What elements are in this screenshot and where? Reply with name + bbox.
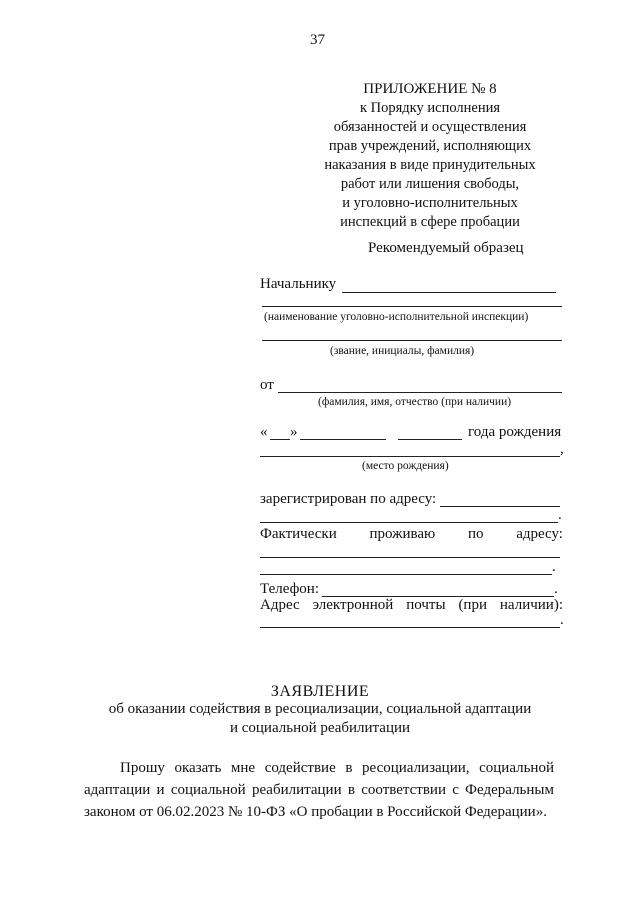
appendix-line: прав учреждений, исполняющих [328, 138, 532, 154]
birth-year-line[interactable] [398, 439, 462, 440]
to-label: Начальнику [260, 276, 337, 292]
appendix-title: ПРИЛОЖЕНИЕ № 8 [363, 81, 497, 97]
appendix-line: работ или лишения свободы, [340, 176, 520, 192]
actual-address-line[interactable] [260, 557, 560, 558]
statement-subtitle: и социальной реабилитации [229, 720, 411, 736]
date-open-quote: « [260, 424, 268, 440]
statement-subtitle: об оказании содействия в ресоциализации, социальной адаптации [108, 701, 532, 717]
appendix-header [300, 80, 560, 232]
email-word: наличии): [499, 597, 563, 613]
registered-label: зарегистрирован по адресу: [260, 491, 437, 507]
rank-line[interactable] [262, 340, 562, 341]
registered-line[interactable] [440, 506, 560, 507]
appendix-line: и уголовно-исполнительных [342, 195, 518, 211]
phone-label: Телефон: [260, 581, 319, 597]
appendix-line: наказания в виде принудительных [324, 157, 536, 173]
appendix-line: к Порядку исполнения [359, 100, 501, 116]
email-dot: . [560, 612, 564, 628]
email-line[interactable] [260, 627, 560, 628]
birthplace-line[interactable] [260, 456, 560, 457]
fio-caption: (фамилия, имя, отчество (при наличии) [318, 396, 512, 408]
email-word: (при [458, 597, 487, 613]
birthplace-caption: (место рождения) [362, 460, 449, 472]
rank-caption: (звание, инициалы, фамилия) [330, 345, 475, 357]
inspection-caption: (наименование уголовно-исполнительной инспекции) [264, 311, 529, 323]
actual-address-line-2[interactable] [260, 574, 552, 575]
from-line[interactable] [278, 392, 562, 393]
page-number: 37 [310, 32, 325, 48]
birthplace-comma: , [560, 441, 564, 457]
inspection-line[interactable] [262, 306, 562, 307]
appendix-line: инспекций в сфере пробации [340, 214, 520, 230]
statement-body-text: Прошу оказать мне содействие в ресоциализации, социальной адаптации и социальной реабилитации в соответствии с Федеральным законом от 06.02.2023 № 10-ФЗ «О пробации в Российской Федерации». [84, 760, 554, 820]
actual-word: адресу: [516, 526, 563, 542]
birth-day-line[interactable] [270, 439, 290, 440]
appendix-line: обязанностей и осуществления [333, 119, 527, 135]
date-close-quote: » [290, 424, 298, 440]
email-word: почты [406, 597, 446, 613]
registered-dot: . [558, 507, 562, 523]
statement-title: ЗАЯВЛЕНИЕ [270, 683, 370, 700]
actual-word: Фактически [260, 526, 337, 542]
actual-word: по [467, 526, 484, 542]
email-word: электронной [312, 597, 394, 613]
registered-line-2[interactable] [260, 522, 558, 523]
from-label: от [260, 377, 274, 393]
email-row [260, 597, 563, 614]
recommended-sample: Рекомендуемый образец [368, 240, 524, 256]
phone-dot: . [554, 581, 558, 597]
actual-address-row [260, 526, 563, 543]
actual-address-dot: . [552, 559, 556, 575]
statement-body [84, 757, 554, 823]
birth-year-label: года рождения [468, 424, 562, 440]
email-word: Адрес [260, 597, 300, 613]
actual-word: проживаю [369, 526, 436, 542]
to-line[interactable] [342, 292, 556, 293]
birth-month-line[interactable] [300, 439, 386, 440]
